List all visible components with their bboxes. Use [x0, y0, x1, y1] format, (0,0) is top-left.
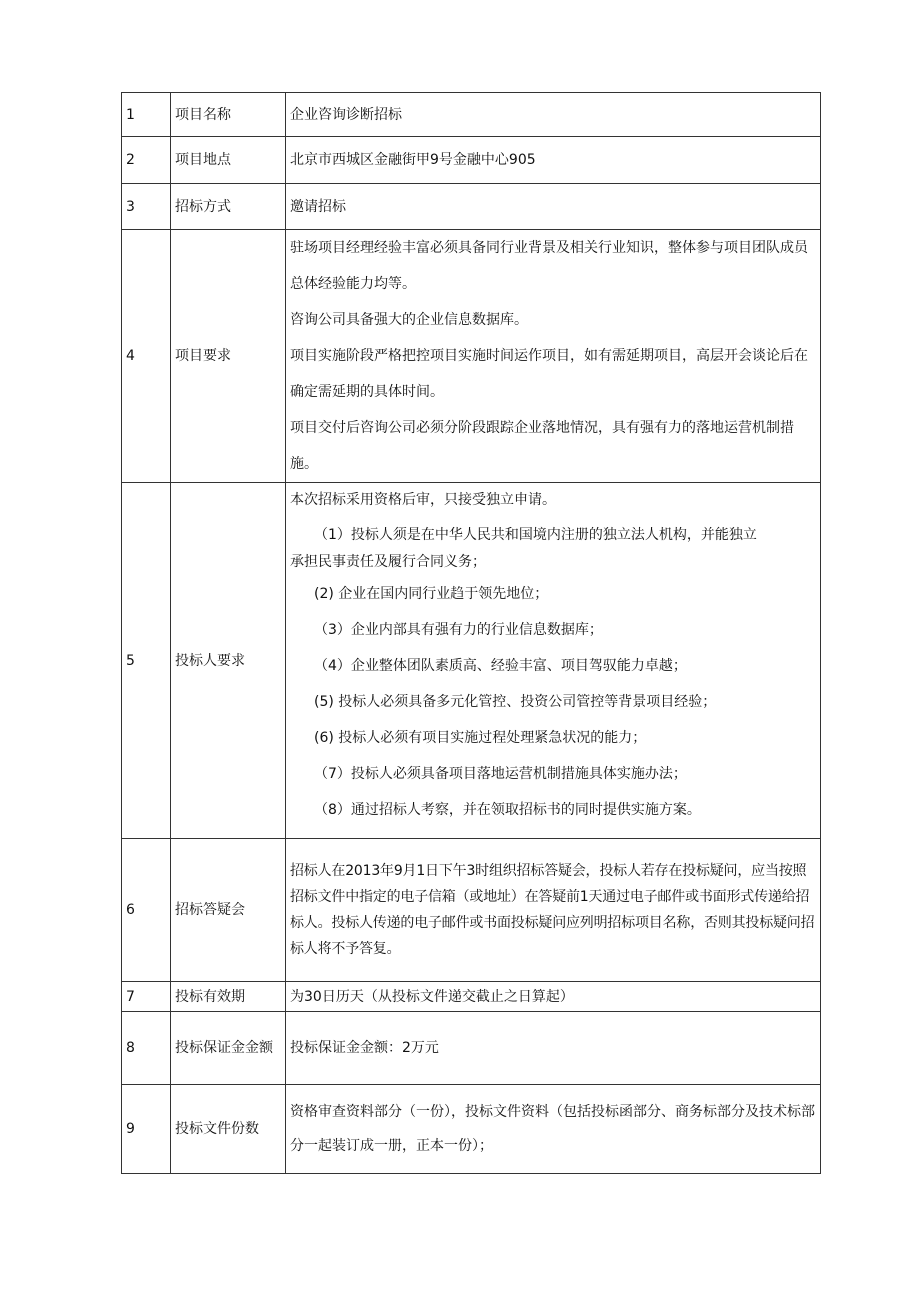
- table-row: [122, 93, 821, 137]
- table-row: [122, 1012, 821, 1085]
- row-content: [286, 1085, 821, 1174]
- row-number: 4: [122, 230, 171, 483]
- row-content: [286, 93, 821, 137]
- row-number: 6: [122, 839, 171, 982]
- requirement-item: （8）通过招标人考察，并在领取招标书的同时提供实施方案。: [314, 801, 701, 818]
- row-number: 2: [122, 137, 171, 184]
- content-paragraph: 邀请招标: [290, 198, 346, 215]
- row-number: 9: [122, 1085, 171, 1174]
- row-content: [286, 184, 821, 230]
- content-paragraph: 驻场项目经理经验丰富必须具备同行业背景及相关行业知识，整体参与项目团队成员总体经验能力均等。: [290, 240, 808, 292]
- requirement-item: (2) 企业在国内同行业趋于领先地位；: [314, 585, 549, 602]
- table-row: [122, 184, 821, 230]
- row-content: [286, 483, 821, 839]
- content-paragraph: 投标保证金金额：2万元: [290, 1040, 439, 1056]
- table-row: [122, 137, 821, 184]
- row-number: 1: [122, 93, 171, 137]
- row-content: [286, 1012, 821, 1085]
- row-content: [286, 982, 821, 1012]
- table-row: [122, 982, 821, 1012]
- row-content: [286, 230, 821, 483]
- content-paragraph: 为30日历天（从投标文件递交截止之日算起）: [290, 988, 574, 1005]
- content-lead: 本次招标采用资格后审，只接受独立申请。: [290, 491, 556, 508]
- row-number: 8: [122, 1012, 171, 1085]
- content-paragraph: 资格审查资料部分（一份），投标文件资料（包括投标函部分、商务标部分及技术标部分一起装订成一册，正本一份）；: [290, 1104, 815, 1154]
- table-row: [122, 1085, 821, 1174]
- content-paragraph: 企业咨询诊断招标: [290, 106, 402, 123]
- row-label: 招标方式: [171, 184, 286, 230]
- content-paragraph: 北京市西城区金融街甲9号金融中心905: [290, 152, 536, 168]
- row-label: 项目名称: [171, 93, 286, 137]
- requirement-item: （7）投标人必须具备项目落地运营机制措施具体实施办法；: [314, 765, 687, 782]
- row-content: [286, 137, 821, 184]
- requirement-item: (6) 投标人必须有项目实施过程处理紧急状况的能力；: [314, 729, 647, 746]
- requirement-item: （1）投标人须是在中华人民共和国境内注册的独立法人机构，并能独立: [314, 526, 757, 543]
- table-row: [122, 483, 821, 839]
- row-label: 投标文件份数: [171, 1085, 286, 1174]
- row-label: 投标保证金金额: [171, 1012, 286, 1085]
- requirement-item: （3）企业内部具有强有力的行业信息数据库；: [314, 621, 603, 638]
- requirement-item: (5) 投标人必须具备多元化管控、投资公司管控等背景项目经验；: [314, 693, 717, 710]
- content-paragraph: 咨询公司具备强大的企业信息数据库。: [290, 312, 528, 328]
- row-label: 投标有效期: [171, 982, 286, 1012]
- row-number: 7: [122, 982, 171, 1012]
- row-label: 项目要求: [171, 230, 286, 483]
- content-paragraph: 项目交付后咨询公司必须分阶段跟踪企业落地情况，具有强有力的落地运营机制措施。: [290, 420, 794, 472]
- requirement-item-continuation: 承担民事责任及履行合同义务；: [290, 553, 486, 570]
- row-content: [286, 839, 821, 982]
- content-paragraph: 项目实施阶段严格把控项目实施时间运作项目，如有需延期项目，高层开会谈论后在确定需延期的具体时间。: [290, 348, 808, 400]
- table-row: [122, 839, 821, 982]
- content-paragraph: 招标人在2013年9月1日下午3时组织招标答疑会，投标人若存在投标疑问，应当按照招标文件中指定的电子信箱（或地址）在答疑前1天通过电子邮件或书面形式传递给招标人。投标人传递的电子邮件或书面投标疑问应列明招标项目名称，否则其投标疑问招标人将不予答复。: [290, 863, 815, 957]
- tender-info-table: [121, 92, 821, 1174]
- row-number: 5: [122, 483, 171, 839]
- row-label: 项目地点: [171, 137, 286, 184]
- row-label: 投标人要求: [171, 483, 286, 839]
- requirement-item: （4）企业整体团队素质高、经验丰富、项目驾驭能力卓越；: [314, 657, 687, 674]
- row-number: 3: [122, 184, 171, 230]
- row-label: 招标答疑会: [171, 839, 286, 982]
- table-row: [122, 230, 821, 483]
